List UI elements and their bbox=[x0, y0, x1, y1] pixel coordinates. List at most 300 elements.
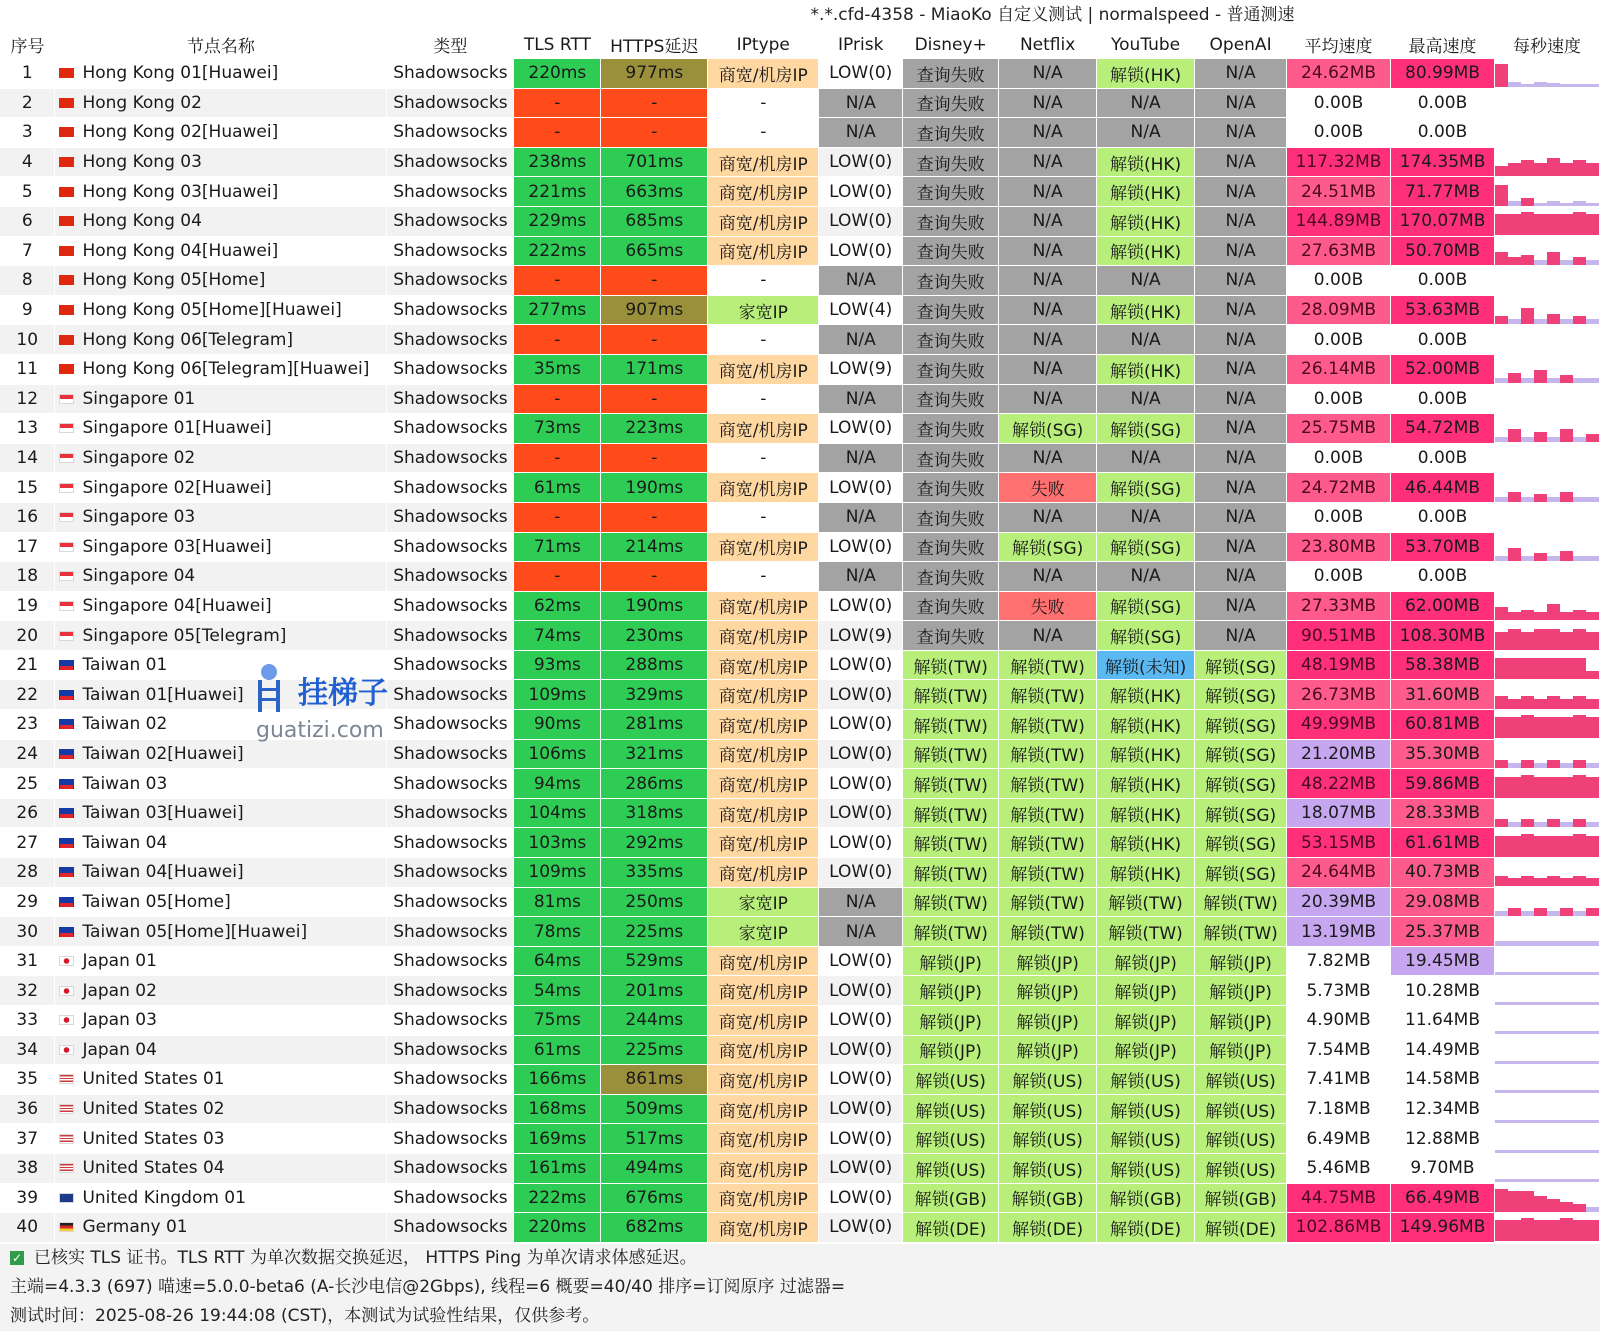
column-header[interactable]: 类型 bbox=[387, 30, 514, 59]
sparkline-bar bbox=[1534, 717, 1547, 738]
sparkline-bar bbox=[1547, 1220, 1560, 1241]
https-latency: 288ms bbox=[601, 650, 708, 680]
netflix-status: 解锁(SG) bbox=[999, 532, 1097, 562]
disney-status: 查询失败 bbox=[903, 562, 999, 592]
node-name bbox=[55, 266, 387, 296]
avg-speed: 7.41MB bbox=[1287, 1065, 1391, 1095]
node-name-label: Taiwan 05[Home] bbox=[82, 891, 231, 912]
avg-speed: 23.80MB bbox=[1287, 532, 1391, 562]
sparkline-bar bbox=[1508, 257, 1521, 265]
table-row[interactable] bbox=[0, 354, 1600, 384]
table-row[interactable] bbox=[0, 1006, 1600, 1036]
column-header[interactable]: HTTPS延迟 bbox=[601, 30, 708, 59]
tls-rtt: 93ms bbox=[514, 650, 601, 680]
per-second-speed bbox=[1494, 1183, 1599, 1213]
column-header[interactable]: 序号 bbox=[0, 30, 55, 59]
sparkline-bar bbox=[1508, 612, 1521, 620]
sparkline-bar bbox=[1521, 198, 1534, 206]
https-latency: 230ms bbox=[601, 621, 708, 651]
avg-speed: 13.19MB bbox=[1287, 917, 1391, 947]
ip-risk: LOW(0) bbox=[819, 739, 903, 769]
table-row[interactable] bbox=[0, 443, 1600, 473]
tls-rtt: 166ms bbox=[514, 1065, 601, 1095]
node-type: Shadowsocks bbox=[387, 710, 514, 740]
sparkline-bar bbox=[1495, 1031, 1508, 1034]
sparkline-bar bbox=[1560, 908, 1573, 916]
sparkline-bar bbox=[1521, 160, 1534, 176]
https-latency: - bbox=[601, 384, 708, 414]
sparkline-bar bbox=[1521, 255, 1534, 265]
sparkline-bar bbox=[1508, 1120, 1521, 1123]
table-row[interactable] bbox=[0, 177, 1600, 207]
table-row[interactable] bbox=[0, 502, 1600, 532]
table-row[interactable] bbox=[0, 532, 1600, 562]
avg-speed: 7.82MB bbox=[1287, 946, 1391, 976]
row-index: 12 bbox=[0, 384, 55, 414]
table-row[interactable] bbox=[0, 1153, 1600, 1183]
sparkline-bar bbox=[1586, 878, 1599, 886]
sparkline-bar bbox=[1573, 1090, 1586, 1093]
max-speed: 0.00B bbox=[1391, 562, 1495, 592]
table-row[interactable] bbox=[0, 1183, 1600, 1213]
sparkline-bar bbox=[1547, 1061, 1560, 1064]
max-speed: 0.00B bbox=[1391, 384, 1495, 414]
ip-type: 商宽/机房IP bbox=[708, 414, 819, 444]
sparkline-bar bbox=[1521, 658, 1534, 679]
disney-status: 查询失败 bbox=[903, 502, 999, 532]
sparkline-bar bbox=[1508, 1220, 1521, 1241]
sparkline-bar bbox=[1521, 775, 1534, 798]
table-row[interactable] bbox=[0, 1065, 1600, 1095]
column-header[interactable]: TLS RTT bbox=[514, 30, 601, 59]
ip-type: - bbox=[708, 325, 819, 355]
column-header[interactable]: Disney+ bbox=[903, 30, 999, 59]
speed-sparkline bbox=[1495, 355, 1599, 383]
max-speed: 35.30MB bbox=[1391, 739, 1495, 769]
sparkline-bar bbox=[1586, 699, 1599, 709]
youtube-status: 解锁(US) bbox=[1097, 1094, 1195, 1124]
sparkline-bar bbox=[1560, 163, 1573, 176]
max-speed: 11.64MB bbox=[1391, 1006, 1495, 1036]
disney-status: 查询失败 bbox=[903, 88, 999, 118]
ip-type: 商宽/机房IP bbox=[708, 680, 819, 710]
sparkline-bar bbox=[1547, 83, 1560, 87]
table-row[interactable] bbox=[0, 1035, 1600, 1065]
sparkline-bar bbox=[1547, 1179, 1560, 1182]
youtube-status: 解锁(HK) bbox=[1097, 177, 1195, 207]
ip-risk: LOW(0) bbox=[819, 1065, 903, 1095]
column-header[interactable]: IPrisk bbox=[819, 30, 903, 59]
sparkline-bar bbox=[1547, 252, 1560, 265]
ip-type: 商宽/机房IP bbox=[708, 1124, 819, 1154]
max-speed: 0.00B bbox=[1391, 88, 1495, 118]
disney-status: 查询失败 bbox=[903, 384, 999, 414]
node-type: Shadowsocks bbox=[387, 414, 514, 444]
https-latency: 190ms bbox=[601, 591, 708, 621]
table-row[interactable] bbox=[0, 739, 1600, 769]
node-name-label: Singapore 04[Huawei] bbox=[82, 595, 272, 616]
sparkline-bar bbox=[1547, 696, 1560, 709]
speed-sparkline bbox=[1495, 562, 1599, 590]
row-index: 14 bbox=[0, 443, 55, 473]
ip-risk: N/A bbox=[819, 384, 903, 414]
row-index: 27 bbox=[0, 828, 55, 858]
table-row[interactable] bbox=[0, 621, 1600, 651]
node-name bbox=[55, 887, 387, 917]
table-row[interactable] bbox=[0, 828, 1600, 858]
ip-type: 商宽/机房IP bbox=[708, 1153, 819, 1183]
sparkline-bar bbox=[1560, 319, 1573, 324]
node-name bbox=[55, 384, 387, 414]
flag-hk-icon bbox=[59, 187, 74, 197]
netflix-status: 解锁(TW) bbox=[999, 798, 1097, 828]
sparkline-bar bbox=[1586, 163, 1599, 176]
openai-status: 解锁(SG) bbox=[1195, 680, 1287, 710]
avg-speed: 0.00B bbox=[1287, 384, 1391, 414]
node-name bbox=[55, 1213, 387, 1243]
sparkline-bar bbox=[1521, 819, 1534, 827]
ip-risk: LOW(0) bbox=[819, 650, 903, 680]
table-row[interactable] bbox=[0, 562, 1600, 592]
node-name bbox=[55, 414, 387, 444]
row-index: 13 bbox=[0, 414, 55, 444]
sparkline-bar bbox=[1573, 556, 1586, 561]
sparkline-bar bbox=[1573, 658, 1586, 679]
sparkline-bar bbox=[1534, 163, 1547, 176]
flag-de-icon bbox=[59, 1222, 74, 1232]
table-row[interactable] bbox=[0, 147, 1600, 177]
tls-rtt: - bbox=[514, 118, 601, 148]
table-row[interactable] bbox=[0, 295, 1600, 325]
sparkline-bar bbox=[1586, 1120, 1599, 1123]
check-icon: ✓ bbox=[11, 1251, 23, 1265]
tls-rtt: - bbox=[514, 384, 601, 414]
row-index: 21 bbox=[0, 650, 55, 680]
ip-risk: LOW(0) bbox=[819, 177, 903, 207]
openai-status: 解锁(SG) bbox=[1195, 769, 1287, 799]
node-type: Shadowsocks bbox=[387, 1035, 514, 1065]
flag-sg-icon bbox=[59, 483, 74, 493]
flag-tw-icon bbox=[59, 779, 74, 789]
status-text-tls: 已核实 TLS 证书。TLS RTT 为单次数据交换延迟， HTTPS Ping 为单次请求体感延迟。 bbox=[34, 1248, 697, 1268]
node-name-label: Hong Kong 06[Telegram] bbox=[82, 329, 294, 350]
flag-sg-icon bbox=[59, 542, 74, 552]
netflix-status: 解锁(JP) bbox=[999, 976, 1097, 1006]
max-speed: 80.99MB bbox=[1391, 59, 1495, 88]
sparkline-bar bbox=[1495, 437, 1508, 442]
table-row[interactable] bbox=[0, 118, 1600, 148]
node-name bbox=[55, 59, 387, 88]
sparkline-bar bbox=[1547, 201, 1560, 206]
disney-status: 解锁(TW) bbox=[903, 680, 999, 710]
per-second-speed bbox=[1494, 354, 1599, 384]
sparkline-bar bbox=[1508, 1191, 1521, 1212]
node-name bbox=[55, 946, 387, 976]
table-row[interactable] bbox=[0, 1124, 1600, 1154]
disney-status: 解锁(US) bbox=[903, 1094, 999, 1124]
netflix-status: N/A bbox=[999, 236, 1097, 266]
speed-sparkline bbox=[1495, 296, 1599, 324]
table-row[interactable] bbox=[0, 266, 1600, 296]
ip-risk: LOW(0) bbox=[819, 414, 903, 444]
max-speed: 66.49MB bbox=[1391, 1183, 1495, 1213]
sparkline-bar bbox=[1573, 760, 1586, 768]
max-speed: 28.33MB bbox=[1391, 798, 1495, 828]
sparkline-bar bbox=[1573, 497, 1586, 502]
table-row[interactable] bbox=[0, 591, 1600, 621]
avg-speed: 18.07MB bbox=[1287, 798, 1391, 828]
avg-speed: 26.14MB bbox=[1287, 354, 1391, 384]
avg-speed: 24.62MB bbox=[1287, 59, 1391, 88]
sparkline-bar bbox=[1495, 760, 1508, 768]
youtube-status: N/A bbox=[1097, 325, 1195, 355]
per-second-speed bbox=[1494, 325, 1599, 355]
disney-status: 查询失败 bbox=[903, 532, 999, 562]
table-row[interactable] bbox=[0, 769, 1600, 799]
table-row[interactable] bbox=[0, 473, 1600, 503]
row-index: 37 bbox=[0, 1124, 55, 1154]
avg-speed: 26.73MB bbox=[1287, 680, 1391, 710]
avg-speed: 24.51MB bbox=[1287, 177, 1391, 207]
max-speed: 58.38MB bbox=[1391, 650, 1495, 680]
sparkline-bar bbox=[1573, 715, 1586, 738]
sparkline-bar bbox=[1547, 1002, 1560, 1005]
avg-speed: 0.00B bbox=[1287, 118, 1391, 148]
sparkline-bar bbox=[1560, 375, 1573, 383]
sparkline-bar bbox=[1534, 203, 1547, 206]
tls-rtt: 220ms bbox=[514, 1213, 601, 1243]
sparkline-bar bbox=[1521, 834, 1534, 857]
column-header[interactable]: 最高速度 bbox=[1391, 30, 1495, 59]
youtube-status: 解锁(HK) bbox=[1097, 769, 1195, 799]
youtube-status: 解锁(HK) bbox=[1097, 236, 1195, 266]
netflix-status: 失败 bbox=[999, 591, 1097, 621]
sparkline-bar bbox=[1495, 1090, 1508, 1093]
sparkline-bar bbox=[1560, 822, 1573, 827]
tls-rtt: 35ms bbox=[514, 354, 601, 384]
node-name-label: Hong Kong 02 bbox=[82, 92, 202, 113]
table-row[interactable] bbox=[0, 206, 1600, 236]
youtube-status: N/A bbox=[1097, 502, 1195, 532]
node-name-label: Taiwan 05[Home][Huawei] bbox=[82, 921, 308, 942]
table-row[interactable] bbox=[0, 680, 1600, 710]
sparkline-bar bbox=[1547, 717, 1560, 738]
sparkline-bar bbox=[1508, 163, 1521, 176]
youtube-status: 解锁(JP) bbox=[1097, 976, 1195, 1006]
sparkline-bar bbox=[1508, 777, 1521, 798]
tls-rtt: 103ms bbox=[514, 828, 601, 858]
per-second-speed bbox=[1494, 1065, 1599, 1095]
ip-risk: N/A bbox=[819, 917, 903, 947]
openai-status: N/A bbox=[1195, 59, 1287, 88]
openai-status: N/A bbox=[1195, 325, 1287, 355]
tls-rtt: 78ms bbox=[514, 917, 601, 947]
node-type: Shadowsocks bbox=[387, 1124, 514, 1154]
speed-sparkline bbox=[1495, 710, 1599, 738]
table-row[interactable] bbox=[0, 858, 1600, 888]
row-index: 3 bbox=[0, 118, 55, 148]
column-header[interactable]: Netflix bbox=[999, 30, 1097, 59]
table-row[interactable] bbox=[0, 325, 1600, 355]
openai-status: N/A bbox=[1195, 562, 1287, 592]
table-row[interactable] bbox=[0, 887, 1600, 917]
table-row[interactable] bbox=[0, 946, 1600, 976]
sparkline-bar bbox=[1495, 836, 1508, 857]
sparkline-bar bbox=[1573, 610, 1586, 620]
avg-speed: 0.00B bbox=[1287, 502, 1391, 532]
sparkline-bar bbox=[1495, 696, 1508, 709]
table-row[interactable] bbox=[0, 414, 1600, 444]
sparkline-bar bbox=[1547, 941, 1560, 946]
max-speed: 50.70MB bbox=[1391, 236, 1495, 266]
max-speed: 46.44MB bbox=[1391, 473, 1495, 503]
node-type: Shadowsocks bbox=[387, 650, 514, 680]
watermark-cn-text: 挂梯子 bbox=[298, 676, 388, 711]
openai-status: 解锁(JP) bbox=[1195, 1035, 1287, 1065]
column-header[interactable]: 节点名称 bbox=[55, 30, 387, 59]
speed-sparkline bbox=[1495, 740, 1599, 768]
sparkline-bar bbox=[1534, 1196, 1547, 1212]
sparkline-bar bbox=[1586, 671, 1599, 679]
row-index: 22 bbox=[0, 680, 55, 710]
per-second-speed bbox=[1494, 502, 1599, 532]
node-type: Shadowsocks bbox=[387, 591, 514, 621]
node-type: Shadowsocks bbox=[387, 946, 514, 976]
speed-sparkline bbox=[1495, 207, 1599, 235]
node-name bbox=[55, 502, 387, 532]
node-name-label: Japan 01 bbox=[82, 951, 157, 972]
https-latency: 529ms bbox=[601, 946, 708, 976]
sparkline-bar bbox=[1586, 556, 1599, 561]
per-second-speed bbox=[1494, 739, 1599, 769]
flag-us-icon bbox=[59, 1074, 74, 1084]
ip-type: 家宽IP bbox=[708, 917, 819, 947]
tls-rtt: 81ms bbox=[514, 887, 601, 917]
disney-status: 查询失败 bbox=[903, 59, 999, 88]
speed-sparkline bbox=[1495, 977, 1599, 1005]
netflix-status: N/A bbox=[999, 59, 1097, 88]
table-row[interactable] bbox=[0, 650, 1600, 680]
sparkline-bar bbox=[1508, 201, 1521, 206]
table-row[interactable] bbox=[0, 917, 1600, 947]
table-row[interactable] bbox=[0, 798, 1600, 828]
disney-status: 解锁(JP) bbox=[903, 976, 999, 1006]
disney-status: 解锁(JP) bbox=[903, 1006, 999, 1036]
sparkline-bar bbox=[1495, 911, 1508, 916]
avg-speed: 6.49MB bbox=[1287, 1124, 1391, 1154]
column-header[interactable]: OpenAI bbox=[1195, 30, 1287, 59]
sparkline-bar bbox=[1560, 1150, 1573, 1153]
sparkline-bar bbox=[1521, 212, 1534, 235]
sparkline-bar bbox=[1560, 878, 1573, 886]
column-header[interactable]: YouTube bbox=[1097, 30, 1195, 59]
node-type: Shadowsocks bbox=[387, 976, 514, 1006]
disney-status: 查询失败 bbox=[903, 295, 999, 325]
node-type: Shadowsocks bbox=[387, 325, 514, 355]
table-row[interactable] bbox=[0, 384, 1600, 414]
sparkline-bar bbox=[1534, 836, 1547, 857]
node-name bbox=[55, 473, 387, 503]
table-row[interactable] bbox=[0, 88, 1600, 118]
tls-rtt: - bbox=[514, 325, 601, 355]
node-name-label: Taiwan 02[Huawei] bbox=[82, 743, 244, 764]
flag-sg-icon bbox=[59, 631, 74, 641]
openai-status: N/A bbox=[1195, 473, 1287, 503]
max-speed: 0.00B bbox=[1391, 266, 1495, 296]
netflix-status: N/A bbox=[999, 266, 1097, 296]
column-header[interactable]: 每秒速度 bbox=[1494, 30, 1599, 59]
sparkline-bar bbox=[1560, 777, 1573, 798]
table-row[interactable] bbox=[0, 1094, 1600, 1124]
table-row[interactable] bbox=[0, 710, 1600, 740]
ip-type: 商宽/机房IP bbox=[708, 1065, 819, 1095]
sparkline-bar bbox=[1508, 1031, 1521, 1034]
flag-sg-icon bbox=[59, 394, 74, 404]
speed-sparkline bbox=[1495, 592, 1599, 620]
tls-rtt: - bbox=[514, 443, 601, 473]
column-header[interactable]: IPtype bbox=[708, 30, 819, 59]
sparkline-bar bbox=[1547, 497, 1560, 502]
ip-risk: LOW(0) bbox=[819, 798, 903, 828]
node-name-label: Singapore 01[Huawei] bbox=[82, 418, 272, 439]
node-type: Shadowsocks bbox=[387, 532, 514, 562]
netflix-status: N/A bbox=[999, 325, 1097, 355]
node-type: Shadowsocks bbox=[387, 59, 514, 88]
speed-sparkline bbox=[1495, 1213, 1599, 1241]
sparkline-bar bbox=[1586, 941, 1599, 946]
disney-status: 查询失败 bbox=[903, 266, 999, 296]
https-latency: 676ms bbox=[601, 1183, 708, 1213]
openai-status: N/A bbox=[1195, 88, 1287, 118]
https-latency: 250ms bbox=[601, 887, 708, 917]
youtube-status: 解锁(US) bbox=[1097, 1124, 1195, 1154]
per-second-speed bbox=[1494, 591, 1599, 621]
table-row[interactable] bbox=[0, 236, 1600, 266]
sparkline-bar bbox=[1586, 434, 1599, 442]
node-name-label: Hong Kong 04 bbox=[82, 211, 202, 232]
sparkline-bar bbox=[1508, 878, 1521, 886]
per-second-speed bbox=[1494, 1213, 1599, 1243]
ip-risk: LOW(9) bbox=[819, 621, 903, 651]
flag-sg-icon bbox=[59, 571, 74, 581]
node-type: Shadowsocks bbox=[387, 1065, 514, 1095]
row-index: 2 bbox=[0, 88, 55, 118]
sparkline-bar bbox=[1560, 1218, 1573, 1241]
openai-status: 解锁(SG) bbox=[1195, 650, 1287, 680]
https-latency: 223ms bbox=[601, 414, 708, 444]
table-row[interactable] bbox=[0, 59, 1600, 88]
sparkline-bar bbox=[1573, 1179, 1586, 1182]
avg-speed: 24.72MB bbox=[1287, 473, 1391, 503]
sparkline-bar bbox=[1508, 319, 1521, 324]
netflix-status: 解锁(US) bbox=[999, 1153, 1097, 1183]
tls-rtt: 71ms bbox=[514, 532, 601, 562]
flag-tw-icon bbox=[59, 867, 74, 877]
table-row[interactable] bbox=[0, 976, 1600, 1006]
youtube-status: 解锁(TW) bbox=[1097, 917, 1195, 947]
ip-risk: N/A bbox=[819, 887, 903, 917]
sparkline-bar bbox=[1586, 717, 1599, 738]
node-name bbox=[55, 88, 387, 118]
table-row[interactable] bbox=[0, 1213, 1600, 1243]
youtube-status: 解锁(HK) bbox=[1097, 59, 1195, 88]
sparkline-bar bbox=[1586, 1061, 1599, 1064]
node-type: Shadowsocks bbox=[387, 1153, 514, 1183]
ip-type: 商宽/机房IP bbox=[708, 769, 819, 799]
node-name bbox=[55, 206, 387, 236]
flag-sg-icon bbox=[59, 453, 74, 463]
column-header[interactable]: 平均速度 bbox=[1287, 30, 1391, 59]
